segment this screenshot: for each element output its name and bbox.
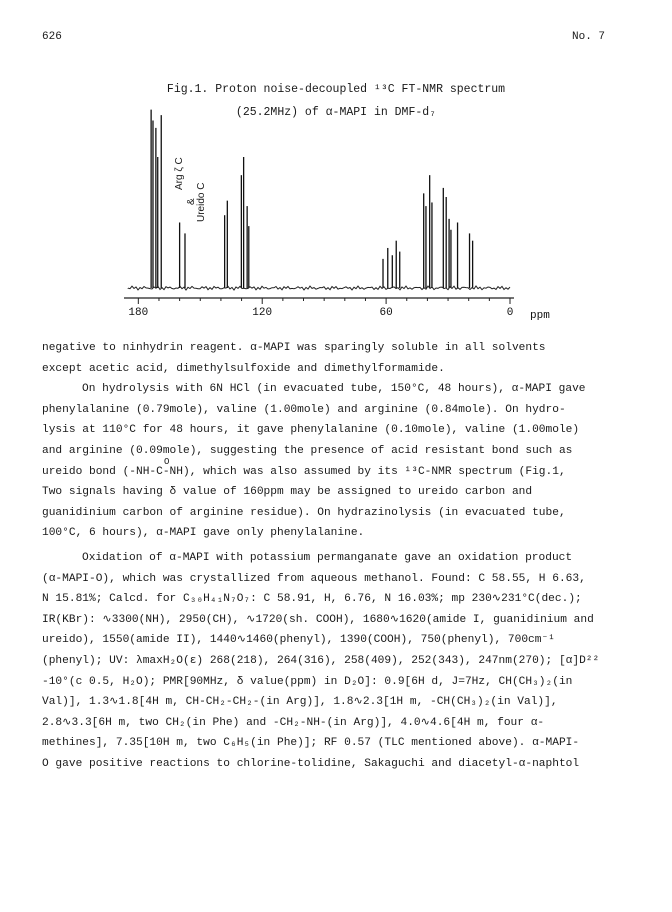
paragraph-line: negative to ninhydrin reagent. α-MAPI was sparingly soluble in all solvents <box>42 342 546 354</box>
paragraph-line: IR(KBr): ∿3300(NH), 2950(CH), ∿1720(sh. COOH), 1680∿1620(amide I, guanidinium and <box>42 613 594 626</box>
x-tick-label: 60 <box>379 307 393 319</box>
paragraph-line: Two signals having δ value of 160ppm may be assigned to ureido carbon and <box>42 486 533 499</box>
figure-caption-line2: (25.2MHz) of α-MAPI in DMF-d₇ <box>235 106 437 119</box>
paragraph-line: On hydrolysis with 6N HCl (in evacuated tube, 150°C, 48 hours), α-MAPI gave <box>82 383 586 396</box>
x-tick-label: 120 <box>252 307 273 319</box>
paragraph-line: Oxidation of α-MAPI with potassium permanganate gave an oxidation product <box>82 552 573 564</box>
paragraph-line: -10°(c 0.5, H₂O); PMR[90MHz, δ value(ppm) in D₂O]: 0.9[6H d, J=7Hz, CH(CH₃)₂(in <box>42 675 573 688</box>
paragraph-line: 100°C, 6 hours), α-MAPI gave only phenylalanine. <box>42 527 365 540</box>
paragraph-line: guanidinium carbon of arginine residue). On hydrazinolysis (in evacuated tube, <box>42 506 566 519</box>
arg-carbon-label: Arg ζ C <box>174 157 185 190</box>
paragraph-line: methines], 7.35[10H m, two C₆H₅(in Phe)]; RF 0.57 (TLC mentioned above). α-MAPI- <box>42 737 580 750</box>
ureido-carbon-label: Ureido C <box>196 182 207 222</box>
paragraph-line: (phenyl); UV: λmaxH₂O(ε) 268(218), 264(316), 258(409), 252(343), 247nm(270); [α]D²² <box>42 654 600 667</box>
x-tick-label: 0 <box>506 307 514 319</box>
nmr-spectrum-chart <box>100 98 560 320</box>
paragraph-line: O gave positive reactions to chlorine-tolidine, Sakaguchi and diacetyl-α-naphtol <box>42 757 580 770</box>
x-axis-ticks <box>128 298 550 320</box>
paragraph-line: (α-MAPI-O), which was crystallized from aqueous methanol. Found: C 58.55, H 6.63, <box>42 572 586 585</box>
paragraph-line: and arginine (0.09mole), suggesting the presence of acid resistant bond such as <box>42 444 573 457</box>
text-block-2 <box>42 548 642 775</box>
paragraph-line <box>42 456 642 483</box>
paragraph-line: Val)], 1.3∿1.8[4H m, CH-CH₂-CH₂-(in Arg)], 1.8∿2.3[1H m, -CH(CH₃)₂(in Val)], <box>42 696 558 709</box>
paragraph-line: lysis at 110°C for 48 hours, it gave phenylalanine (0.10mole), valine (1.00mole) <box>42 424 580 437</box>
ureido-line-text: ureido bond (-NH-C-NH), which was also assumed by its ¹³C-NMR spectrum (Fig.1, <box>42 465 566 478</box>
page-number: 626 <box>42 31 62 43</box>
figure-caption-line1: Fig.1. Proton noise-decoupled ¹³C FT-NMR spectrum <box>166 83 506 96</box>
issue-number: No. 7 <box>572 31 606 43</box>
ampersand-label: & <box>186 198 197 205</box>
paragraph-line: except acetic acid, dimethylsulfoxide and dimethylformamide. <box>42 362 445 375</box>
paragraph-line: ureido), 1550(amide II), 1440∿1460(phenyl), 1390(COOH), 750(phenyl), 700cm⁻¹ <box>42 634 555 647</box>
ureido-carbonyl-o: O <box>164 456 170 467</box>
x-axis-unit-label: ppm <box>530 310 550 320</box>
x-tick-label: 180 <box>128 307 149 319</box>
paragraph-line: 2.8∿3.3[6H m, two CH₂(in Phe) and -CH₂-NH-(in Arg)], 4.0∿4.6[4H m, four α- <box>42 716 545 729</box>
paragraph-line: N 15.81%; Calcd. for C₃₀H₄₁N₇O₇: C 58.91, H, 6.76, N 16.03%; mp 230∿231°C(dec.); <box>42 593 582 606</box>
paragraph-line: phenylalanine (0.79mole), valine (1.00mole) and arginine (0.84mole). On hydro- <box>42 403 566 416</box>
text-block-1 <box>42 338 642 544</box>
